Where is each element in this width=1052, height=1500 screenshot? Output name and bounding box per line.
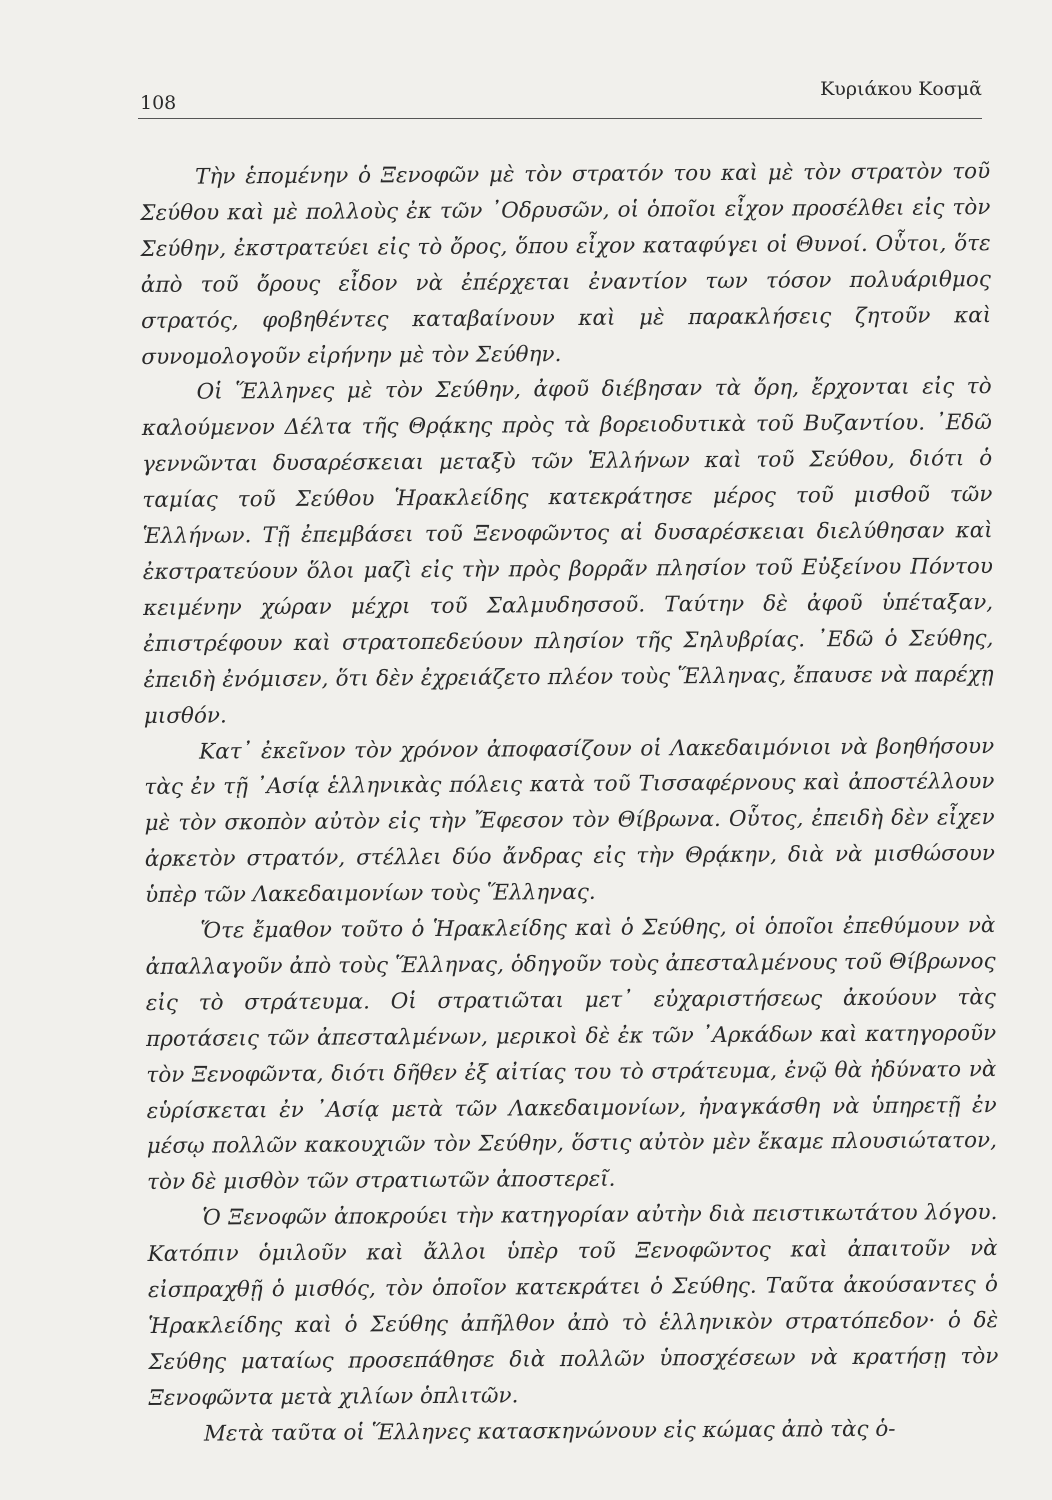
paragraph: Κατ᾿ ἐκεῖνον τὸν χρόνον ἀποφασίζουν οἱ Λακεδαιμόνιοι νὰ βοηθήσουν τὰς ἐν τῇ ᾿Ασίᾳ ἑλληνικὰς πόλεις κατὰ τοῦ Τισσαφέρνους καὶ ἀποστέλλουν μὲ τὸν σκοπὸν αὐτὸν εἰς τὴν Ἔφεσον τὸν Θίβρωνα. Οὗτος, ἐπειδὴ δὲν εἶχεν ἀρκετὸν στρατόν, στέλλει δύο ἄνδρας εἰς τὴν Θρᾴκην, διὰ νὰ μισθώσουν ὑπὲρ τῶν Λακεδαιμονίων τοὺς Ἕλληνας. xyxy=(144,733,995,909)
page-number: 108 xyxy=(140,92,177,114)
running-head: Κυριάκου Κοσμᾶ xyxy=(820,78,982,100)
header-rule xyxy=(138,118,982,119)
paragraph: Ὅτε ἔμαθον τοῦτο ὁ Ἡρακλείδης καὶ ὁ Σεύθης, οἱ ὁποῖοι ἐπεθύμουν νὰ ἀπαλλαγοῦν ἀπὸ τοὺς Ἕλληνας, ὁδηγοῦν τοὺς ἀπεσταλμένους τοῦ Θίβρωνος εἰς τὸ στράτευμα. Οἱ στρατιῶται μετ᾿ εὐχαριστήσεως ἀκούουν τὰς προτάσεις τῶν ἀπεσταλμένων, μερικοὶ δὲ ἐκ τῶν ᾿Αρκάδων καὶ κατηγοροῦν τὸν Ξενοφῶντα, διότι δῆθεν ἐξ αἰτίας του τὸ στράτευμα, ἐνῷ θὰ ἠδύνατο νὰ εὑρίσκεται ἐν ᾿Ασίᾳ μετὰ τῶν Λακεδαιμονίων, ἠναγκάσθη νὰ ὑπηρετῇ ἐν μέσῳ πολλῶν κακουχιῶν τὸν Σεύθην, ὅστις αὐτὸν μὲν ἔκαμε πλουσιώτατον, τὸν δὲ μισθὸν τῶν στρατιωτῶν ἀποστερεῖ. xyxy=(145,913,997,1196)
paragraph: Μετὰ ταῦτα οἱ Ἕλληνες κατασκηνώνουν εἰς κώμας ἀπὸ τὰς ὁ- xyxy=(203,1416,896,1447)
paragraph: Οἱ Ἕλληνες μὲ τὸν Σεύθην, ἀφοῦ διέβησαν τὰ ὄρη, ἔρχονται εἰς τὸ καλούμενον Δέλτα τῆς Θρᾴκης πρὸς τὰ βορειοδυτικὰ τοῦ Βυζαντίου. ᾿Εδῶ γεννῶνται δυσαρέσκειαι μεταξὺ τῶν Ἑλλήνων καὶ τοῦ Σεύθου, διότι ὁ ταμίας τοῦ Σεύθου Ἡρακλείδης κατεκράτησε μέρος τοῦ μισθοῦ τῶν Ἑλλήνων. Τῇ ἐπεμβάσει τοῦ Ξενοφῶντος αἱ δυσαρέσκειαι διελύθησαν καὶ ἐκστρατεύουν ὅλοι μαζὶ εἰς τὴν πρὸς βορρᾶν πλησίον τοῦ Εὐξείνου Πόντου κειμένην χώραν μέχρι τοῦ Σαλμυδησσοῦ. Ταύτην δὲ ἀφοῦ ὑπέταξαν, ἐπιστρέφουν καὶ στρατοπεδεύουν πλησίον τῆς Σηλυβρίας. ᾿Εδῶ ὁ Σεύθης, ἐπειδὴ ἐνόμισεν, ὅτι δὲν ἐχρειάζετο πλέον τοὺς Ἕλληνας, ἔπαυσε νὰ παρέχῃ μισθόν. xyxy=(141,374,994,729)
body-text xyxy=(140,154,999,1453)
page-header xyxy=(138,76,982,120)
paragraph: Τὴν ἑπομένην ὁ Ξενοφῶν μὲ τὸν στρατόν του καὶ μὲ τὸν στρατὸν τοῦ Σεύθου καὶ μὲ πολλοὺς ἐκ τῶν ᾿Οδρυσῶν, οἱ ὁποῖοι εἶχον προσέλθει εἰς τὸν Σεύθην, ἐκστρατεύει εἰς τὸ ὄρος, ὅπου εἶχον καταφύγει οἱ Θυνοί. Οὗτοι, ὅτε ἀπὸ τοῦ ὄρους εἶδον νὰ ἐπέρχεται ἐναντίον των τόσον πολυάριθμος στρατός, φοβηθέντες καταβαίνουν καὶ μὲ παρακλήσεις ζητοῦν καὶ συνομολογοῦν εἰρήνην μὲ τὸν Σεύθην. xyxy=(140,159,992,370)
paragraph: Ὁ Ξενοφῶν ἀποκρούει τὴν κατηγορίαν αὐτὴν διὰ πειστικωτάτου λόγου. Κατόπιν ὁμιλοῦν καὶ ἄλλοι ὑπὲρ τοῦ Ξενοφῶντος καὶ ἀπαιτοῦν νὰ εἰσπραχθῇ ὁ μισθός, τὸν ὁποῖον κατεκράτει ὁ Σεύθης. Ταῦτα ἀκούσαντες ὁ Ἡρακλείδης καὶ ὁ Σεύθης ἀπῆλθον ἀπὸ τὸ ἑλληνικὸν στρατόπεδον· ὁ δὲ Σεύθης ματαίως προσεπάθησε διὰ πολλῶν ὑποσχέσεων νὰ κρατήσῃ τὸν Ξενοφῶντα μετὰ χιλίων ὁπλιτῶν. xyxy=(147,1200,999,1411)
